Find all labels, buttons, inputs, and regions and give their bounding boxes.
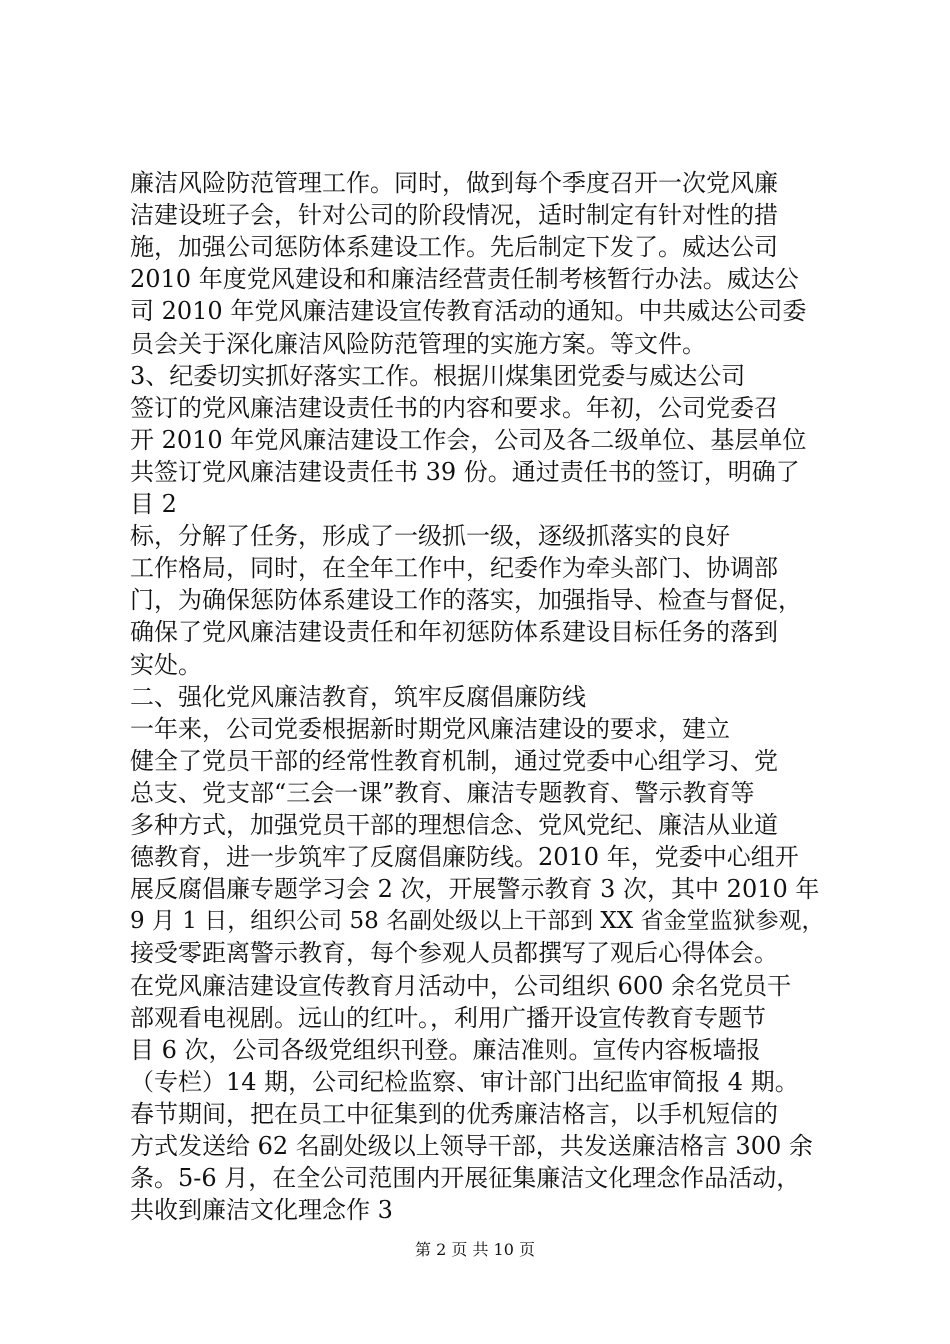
text-line: 廉洁风险防范管理工作。同时，做到每个季度召开一次党风廉 — [130, 169, 778, 197]
text-line: 司 2010 年党风廉洁建设宣传教育活动的通知。中共威达公司委 — [130, 297, 807, 326]
text-line: 方式发送给 62 名副处级以上领导干部，共发送廉洁格言 300 余 — [130, 1132, 813, 1160]
text-line: 共签订党风廉洁建设责任书 39 份。通过责任书的签订，明确了 — [130, 457, 800, 486]
text-line: 工作格局，同时，在全年工作中，纪委作为牵头部门、协调部 — [130, 554, 778, 583]
text-line: （专栏）14 期，公司纪检监察、审计部门出纪监审简报 4 期。 — [130, 1067, 799, 1096]
text-line: 签订的党风廉洁建设责任书的内容和要求。年初，公司党委召 — [130, 393, 778, 422]
text-line: 目 2 — [130, 490, 177, 518]
text-line: 展反腐倡廉专题学习会 2 次，开展警示教育 3 次，其中 2010 年 — [130, 875, 820, 904]
text-line: 3、纪委切实抓好落实工作。根据川煤集团党委与威达公司 — [130, 361, 746, 390]
text-line: 多种方式，加强党员干部的理想信念、党风党纪、廉洁从业道 — [130, 811, 778, 839]
text-line: 条。5-6 月，在全公司范围内开展征集廉洁文化理念作品活动， — [130, 1164, 801, 1193]
text-line: 洁建设班子会，针对公司的阶段情况，适时制定有针对性的措 — [130, 201, 778, 230]
text-line: 2010 年度党风建设和和廉洁经营责任制考核暂行办法。威达公 — [130, 265, 799, 294]
text-line: 接受零距离警示教育，每个参观人员都撰写了观后心得体会。 — [130, 939, 778, 968]
text-line: 一年来，公司党委根据新时期党风廉洁建设的要求，建立 — [130, 714, 730, 743]
text-line: 施，加强公司惩防体系建设工作。先后制定下发了。威达公司 — [130, 233, 778, 262]
text-line: 总支、党支部“三会一课”教育、廉洁专题教育、警示教育等 — [130, 778, 755, 807]
text-line: 部观看电视剧。远山的红叶。，利用广播开设宣传教育专题节 — [130, 1003, 766, 1032]
text-line: 健全了党员干部的经常性教育机制，通过党委中心组学习、党 — [130, 746, 778, 775]
text-line: 确保了党风廉洁建设责任和年初惩防体系建设目标任务的落到 — [130, 618, 778, 647]
text-line: 开 2010 年党风廉洁建设工作会，公司及各二级单位、基层单位 — [130, 425, 807, 454]
text-line: 共收到廉洁文化理念作 3 — [130, 1196, 393, 1225]
text-line: 标，分解了任务，形成了一级抓一级，逐级抓落实的良好 — [130, 522, 730, 551]
text-line: 实处。 — [130, 650, 202, 679]
page-footer: 第 2 页 共 10 页 — [415, 1240, 535, 1259]
text-line: 春节期间，把在员工中征集到的优秀廉洁格言，以手机短信的 — [130, 1099, 778, 1128]
text-line: 员会关于深化廉洁风险防范管理的实施方案。等文件。 — [130, 329, 706, 358]
text-line: 二、强化党风廉洁教育，筑牢反腐倡廉防线 — [130, 682, 586, 711]
text-line: 9 月 1 日，组织公司 58 名副处级以上干部到 XX 省金堂监狱参观， — [130, 908, 825, 935]
text-line: 目 6 次，公司各级党组织刊登。廉洁准则。宣传内容板墙报 — [130, 1035, 761, 1064]
text-line: 德教育，进一步筑牢了反腐倡廉防线。2010 年，党委中心组开 — [130, 843, 799, 872]
text-line: 门，为确保惩防体系建设工作的落实，加强指导、检查与督促， — [130, 586, 802, 615]
text-line: 在党风廉洁建设宣传教育月活动中，公司组织 600 余名党员干 — [130, 971, 792, 1000]
